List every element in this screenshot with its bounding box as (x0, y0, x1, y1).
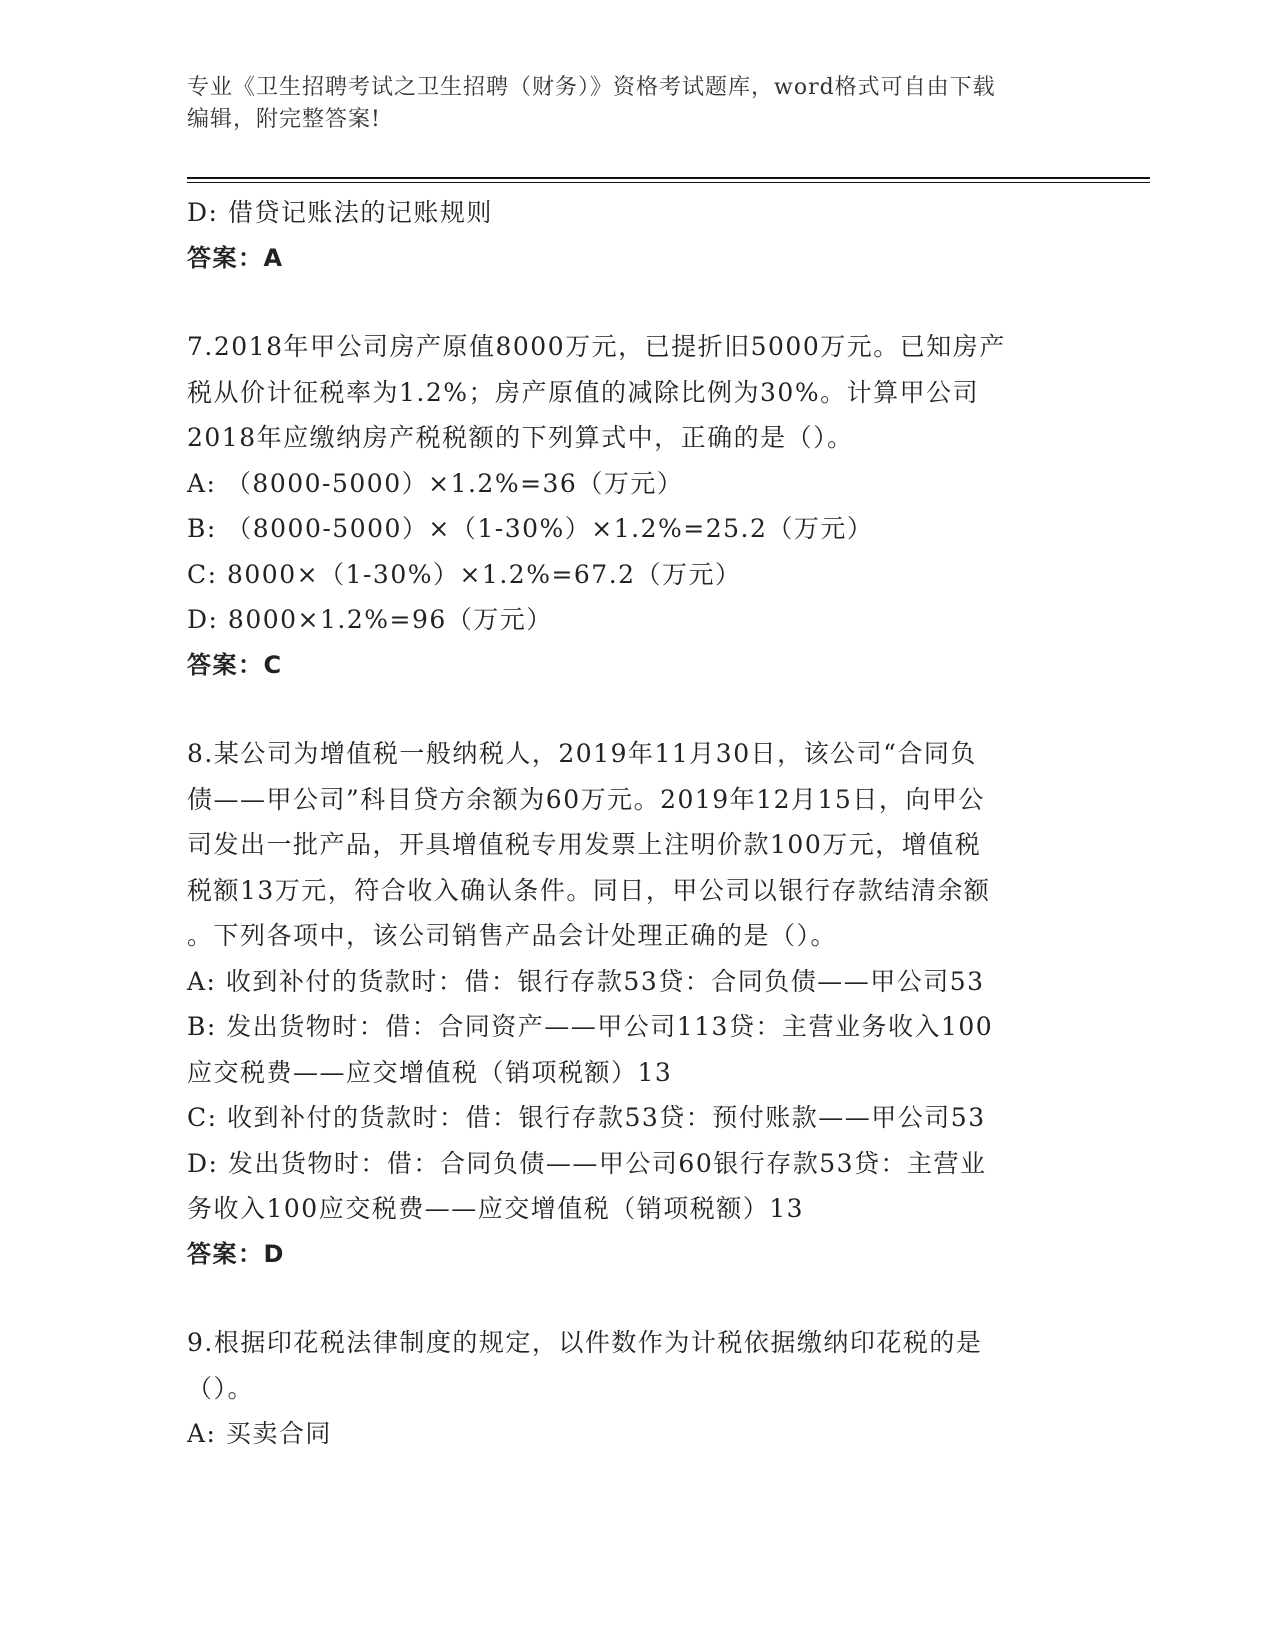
spacer (187, 281, 1087, 324)
document-header (187, 72, 1067, 136)
header-line-2: 编辑，附完整答案! (187, 107, 381, 132)
header-divider-thin (187, 182, 1150, 183)
q7-stem-line: 2018年应缴纳房产税税额的下列算式中，正确的是（）。 (187, 423, 854, 452)
spacer (187, 688, 1087, 731)
question-7 (187, 324, 1087, 688)
q7-stem-line: 税从价计征税率为1.2%；房产原值的减除比例为30%。计算甲公司 (187, 377, 980, 407)
q8-stem-line: 债——甲公司”科目贷方余额为60万元。2019年12月15日，向甲公 (187, 784, 985, 814)
header-line-1: 专业《卫生招聘考试之卫生招聘（财务）》资格考试题库，word格式可自由下载 (187, 75, 996, 100)
q9-stem-line: 9.根据印花税法律制度的规定，以件数作为计税依据缴纳印花税的是 (187, 1328, 983, 1357)
question-9 (187, 1320, 1087, 1457)
q8-option-a: A: 收到补付的货款时：借：银行存款53贷：合同负债——甲公司53 (187, 966, 985, 996)
q8-option-b-cont: 应交税费——应交增值税（销项税额）13 (187, 1057, 673, 1087)
q8-answer: 答案：D (187, 1239, 285, 1268)
q6-option-d: D: 借贷记账法的记账规则 (187, 198, 493, 227)
question-content (187, 190, 1087, 1457)
q7-option-c: C: 8000×（1-30%）×1.2%=67.2（万元） (187, 559, 742, 589)
q6-answer: 答案：A (187, 243, 284, 272)
q7-answer: 答案：C (187, 650, 283, 679)
spacer (187, 1277, 1087, 1320)
q8-option-c: C: 收到补付的货款时：借：银行存款53贷：预付账款——甲公司53 (187, 1103, 986, 1132)
q8-option-d: D: 发出货物时：借：合同负债——甲公司60银行存款53贷：主营业 (187, 1148, 987, 1178)
q8-stem-line: 司发出一批产品，开具增值税专用发票上注明价款100万元，增值税 (187, 830, 982, 859)
q8-stem-line: 税额13万元，符合收入确认条件。同日，甲公司以银行存款结清余额 (187, 875, 991, 905)
q8-option-b: B: 发出货物时：借：合同资产——甲公司113贷：主营业务收入100 (187, 1012, 994, 1041)
q7-option-d: D: 8000×1.2%=96（万元） (187, 605, 553, 634)
q7-option-b: B: （8000-5000）×（1-30%）×1.2%=25.2（万元） (187, 514, 874, 543)
q9-option-a: A: 买卖合同 (187, 1419, 332, 1448)
header-divider-thick (187, 177, 1150, 179)
q7-option-a: A: （8000-5000）×1.2%=36（万元） (187, 468, 684, 498)
q8-option-d-cont: 务收入100应交税费——应交增值税（销项税额）13 (187, 1194, 805, 1223)
q8-stem-line: 8.某公司为增值税一般纳税人，2019年11月30日，该公司“合同负 (187, 739, 977, 768)
question-8 (187, 731, 1087, 1277)
q7-stem-line: 7.2018年甲公司房产原值8000万元，已提折旧5000万元。已知房产 (187, 332, 1006, 361)
q9-stem-line: （）。 (187, 1373, 255, 1403)
q8-stem-line: 。下列各项中，该公司销售产品会计处理正确的是（）。 (187, 921, 838, 950)
